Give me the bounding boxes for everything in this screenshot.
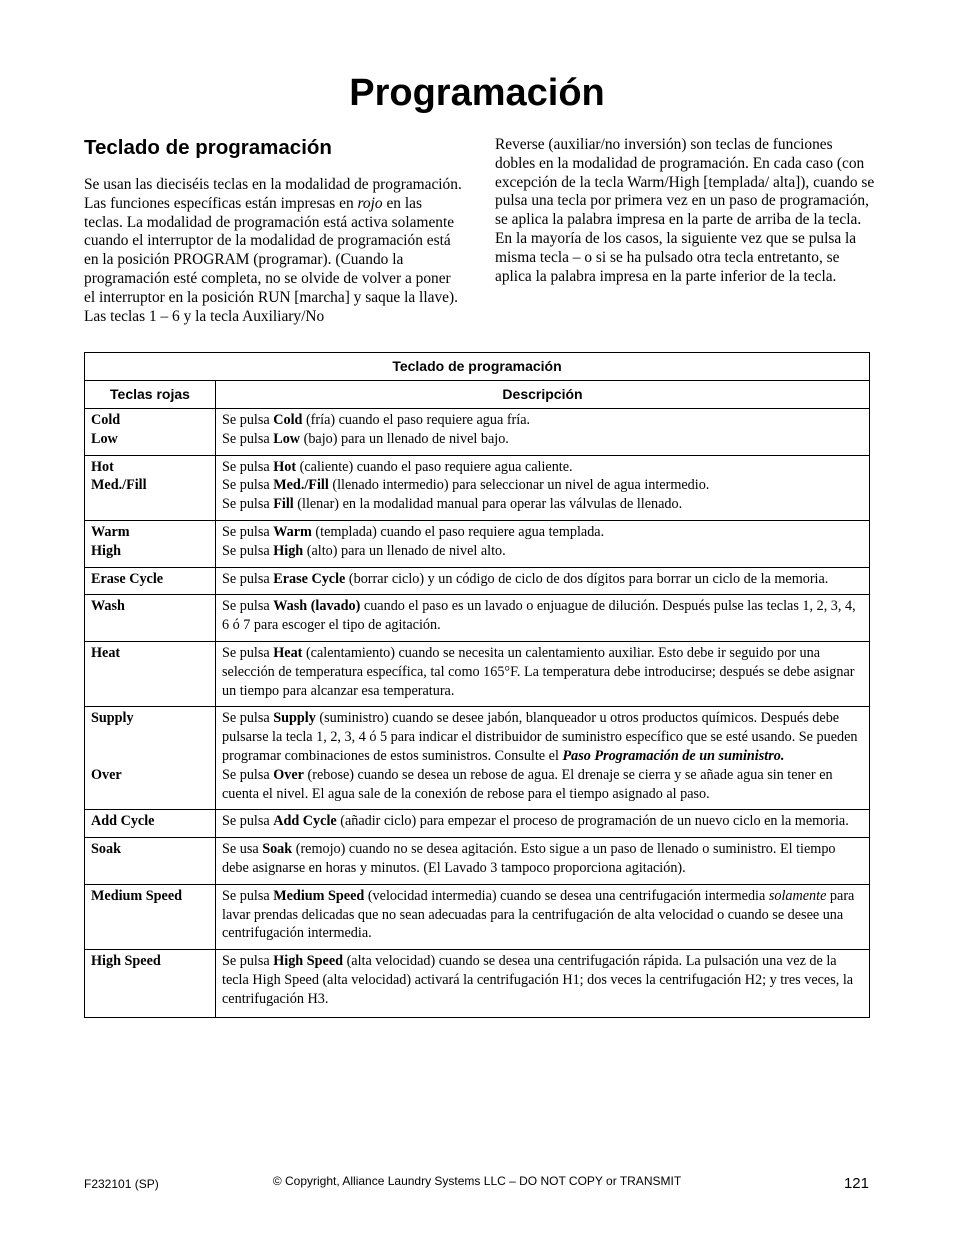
key-cell xyxy=(85,884,216,949)
text: Se pulsa xyxy=(222,887,274,904)
key-term: Hot xyxy=(273,458,297,475)
text: Se pulsa xyxy=(222,412,274,428)
text: (bajo) para un llenado de nivel bajo. xyxy=(300,430,509,447)
text: (llenar) en la modalidad manual para operar las válvulas de llenado. xyxy=(293,496,683,513)
description-cell xyxy=(216,595,870,642)
key-label: Soak xyxy=(91,841,121,858)
table-row xyxy=(85,595,870,642)
description-line xyxy=(222,458,863,477)
description-cell xyxy=(216,455,870,520)
text: Se pulsa xyxy=(222,598,274,615)
key-term: Cold xyxy=(273,412,303,428)
description-cell xyxy=(216,810,870,838)
table-header-row xyxy=(85,381,870,409)
table-row xyxy=(85,520,870,567)
cross-reference: Paso Programación de un suministro. xyxy=(562,747,785,764)
text: (añadir ciclo) para empezar el proceso de programación de un nuevo ciclo en la memoria. xyxy=(336,813,849,830)
text: Se pulsa xyxy=(222,458,274,475)
intro-left-column xyxy=(84,134,464,326)
column-header-key: Teclas rojas xyxy=(85,381,216,409)
table-row xyxy=(85,810,870,838)
text: Se pulsa xyxy=(222,644,274,661)
table-caption: Teclado de programación xyxy=(85,353,870,381)
key-term: Fill xyxy=(273,496,294,513)
intro-text-1: Se usan las dieciséis teclas en la modalidad de programación. Las funciones específicas están impresas en xyxy=(84,176,462,212)
key-term: Wash (lavado) xyxy=(273,598,361,615)
description-line xyxy=(222,476,863,495)
table-row xyxy=(85,641,870,706)
intro-text-2: en las teclas. La modalidad de programación está activa solamente cuando el interruptor de la modalidad de programación está en la posición PROGRAM (programar). (Cuando la programación esté completa, no se olvide de volver a poner el interruptor en la posición RUN [marcha] y saque la llave). Las teclas 1 – 6 y la tecla Auxiliary/No xyxy=(84,194,458,325)
description-cell xyxy=(216,707,870,810)
text: Se pulsa xyxy=(222,953,274,970)
key-label: Medium Speed xyxy=(91,887,183,904)
intro-right-column xyxy=(495,134,875,286)
key-cell xyxy=(85,409,216,456)
text: Se pulsa xyxy=(222,710,274,727)
section-heading: Teclado de programación xyxy=(84,136,332,159)
text: Se pulsa xyxy=(222,523,274,540)
text: Se pulsa xyxy=(222,542,274,559)
key-label: Cold xyxy=(91,412,121,428)
key-label: Low xyxy=(91,430,118,447)
text: (caliente) cuando el paso requiere agua caliente. xyxy=(296,458,573,475)
key-term: Med./Fill xyxy=(273,477,329,494)
key-cell xyxy=(85,455,216,520)
text: Se pulsa xyxy=(222,766,274,783)
description-cell xyxy=(216,641,870,706)
description-paragraph xyxy=(222,709,863,765)
key-label: High Speed xyxy=(91,953,161,970)
key-term: Erase Cycle xyxy=(273,570,346,587)
key-label: Wash xyxy=(91,598,125,615)
text: (alto) para un llenado de nivel alto. xyxy=(303,542,506,559)
key-cell xyxy=(85,567,216,595)
key-label: Erase Cycle xyxy=(91,570,164,587)
key-label: Over xyxy=(91,766,122,783)
text: (suministro) cuando se desee jabón, blanqueador u otros productos químicos. Después debe pulsarse la tecla 1, 2, 3, 4 ó 5 para indicar el distribuidor de suministro específico que se esté usando. Se pueden programar combinaciones de estos suministros. Consulte el xyxy=(222,710,858,764)
programming-keys-table xyxy=(84,352,870,1018)
text: (borrar ciclo) y un código de ciclo de dos dígitos para borrar un ciclo de la memoria. xyxy=(345,570,829,587)
table-row xyxy=(85,838,870,885)
table-row xyxy=(85,707,870,810)
description-line xyxy=(222,542,863,561)
table-row xyxy=(85,884,870,949)
key-term: Heat xyxy=(273,644,303,661)
description-line xyxy=(222,411,863,430)
key-term: Medium Speed xyxy=(273,887,365,904)
description-line xyxy=(222,495,863,514)
text: (rebose) cuando se desea un rebose de agua. El drenaje se cierra y se añade agua sin tener en cuenta el nivel. El agua sale de la conexión de rebose para el tiempo asignado al paso. xyxy=(222,766,833,802)
key-term: High Speed xyxy=(273,953,344,970)
text: Se pulsa xyxy=(222,477,274,494)
description-line xyxy=(222,523,863,542)
document-code: F232101 (SP) xyxy=(84,1177,159,1191)
text: Se usa xyxy=(222,841,263,858)
key-label: Add Cycle xyxy=(91,813,155,830)
description-line xyxy=(222,430,863,449)
key-term: High xyxy=(273,542,304,559)
text: cuando el paso es un lavado o enjuague de dilución. Después pulse las teclas 1, 2, 3, 4, 6 ó 7 para escoger el tipo de agitación. xyxy=(222,598,856,634)
text: Se pulsa xyxy=(222,496,274,513)
text: (velocidad intermedia) cuando se desea una centrifugación intermedia xyxy=(364,887,769,904)
key-label: Supply xyxy=(91,710,134,727)
copyright-notice: © Copyright, Alliance Laundry Systems LLC – DO NOT COPY or TRANSMIT xyxy=(272,1174,682,1188)
text: (alta velocidad) cuando se desea una centrifugación rápida. La pulsación una vez de la tecla High Speed (alta velocidad) activará la centrifugación H1; dos veces la centrifugación H2; y tres veces, la centrifugación H3. xyxy=(222,953,854,1007)
text: (llenado intermedio) para seleccionar un nivel de agua intermedio. xyxy=(328,477,710,494)
text: Se pulsa xyxy=(222,570,274,587)
key-term: Soak xyxy=(262,841,293,858)
intro-paragraph-continued: Reverse (auxiliar/no inversión) son teclas de funciones dobles en la modalidad de programación. En cada caso (con excepción de la tecla Warm/High [templada/ alta]), cuando se pulsa una tecla por primera vez en un paso de programación, se aplica la palabra impresa en la parte de arriba de la tecla. En la mayoría de los casos, la siguiente vez que se pulsa la misma tecla – o si se ha pulsado otra tecla entretanto, se aplica la palabra impresa en la parte inferior de la tecla. xyxy=(495,136,875,285)
description-cell xyxy=(216,884,870,949)
text: Se pulsa xyxy=(222,430,274,447)
text: (calentamiento) cuando se necesita un calentamiento auxiliar. Esto debe ir seguido por una selección de temperatura específica, tal como 165°F. La temperatura debe introducirse; después se debe asignar un tiempo para alcanzar esa temperatura. xyxy=(222,644,855,699)
key-label: Med./Fill xyxy=(91,477,147,494)
key-cell xyxy=(85,707,216,810)
text: para lavar prendas delicadas que no sean adecuadas para la centrifugación de alta velocidad o cuando se desee una centrifugación intermedia. xyxy=(222,887,855,942)
intro-paragraph xyxy=(84,176,464,326)
key-label: High xyxy=(91,542,121,559)
intro-italic-rojo: rojo xyxy=(357,194,383,212)
key-label: Hot xyxy=(91,458,114,475)
key-cell xyxy=(85,950,216,1017)
description-cell xyxy=(216,950,870,1017)
table-row xyxy=(85,409,870,456)
table-row xyxy=(85,455,870,520)
key-term: Low xyxy=(273,430,301,447)
text: (remojo) cuando no se desea agitación. Esto sigue a un paso de llenado o suministro. El tiempo debe asignarse en horas y minutos. (El Lavado 3 tampoco proporciona agitación). xyxy=(222,841,836,876)
description-paragraph xyxy=(222,766,863,804)
key-cell xyxy=(85,810,216,838)
key-term: Supply xyxy=(273,710,316,727)
description-cell xyxy=(216,520,870,567)
table-row xyxy=(85,567,870,595)
text: Se pulsa xyxy=(222,813,274,830)
page-title: Programación xyxy=(349,72,605,114)
key-cell xyxy=(85,641,216,706)
description-cell xyxy=(216,567,870,595)
table-row xyxy=(85,950,870,1017)
key-label: Warm xyxy=(91,523,130,540)
description-cell xyxy=(216,409,870,456)
key-term: Add Cycle xyxy=(273,813,337,830)
key-cell xyxy=(85,838,216,885)
column-header-description: Descripción xyxy=(216,381,870,409)
text: (fría) cuando el paso requiere agua fría. xyxy=(302,412,531,428)
emphasis: solamente xyxy=(768,887,827,904)
key-cell xyxy=(85,520,216,567)
text: (templada) cuando el paso requiere agua templada. xyxy=(311,523,605,540)
key-cell xyxy=(85,595,216,642)
key-term: Warm xyxy=(273,523,312,540)
description-cell xyxy=(216,838,870,885)
key-label: Heat xyxy=(91,644,121,661)
key-term: Over xyxy=(273,766,304,783)
table-caption-row xyxy=(85,353,870,381)
page-number: 121 xyxy=(843,1175,869,1192)
